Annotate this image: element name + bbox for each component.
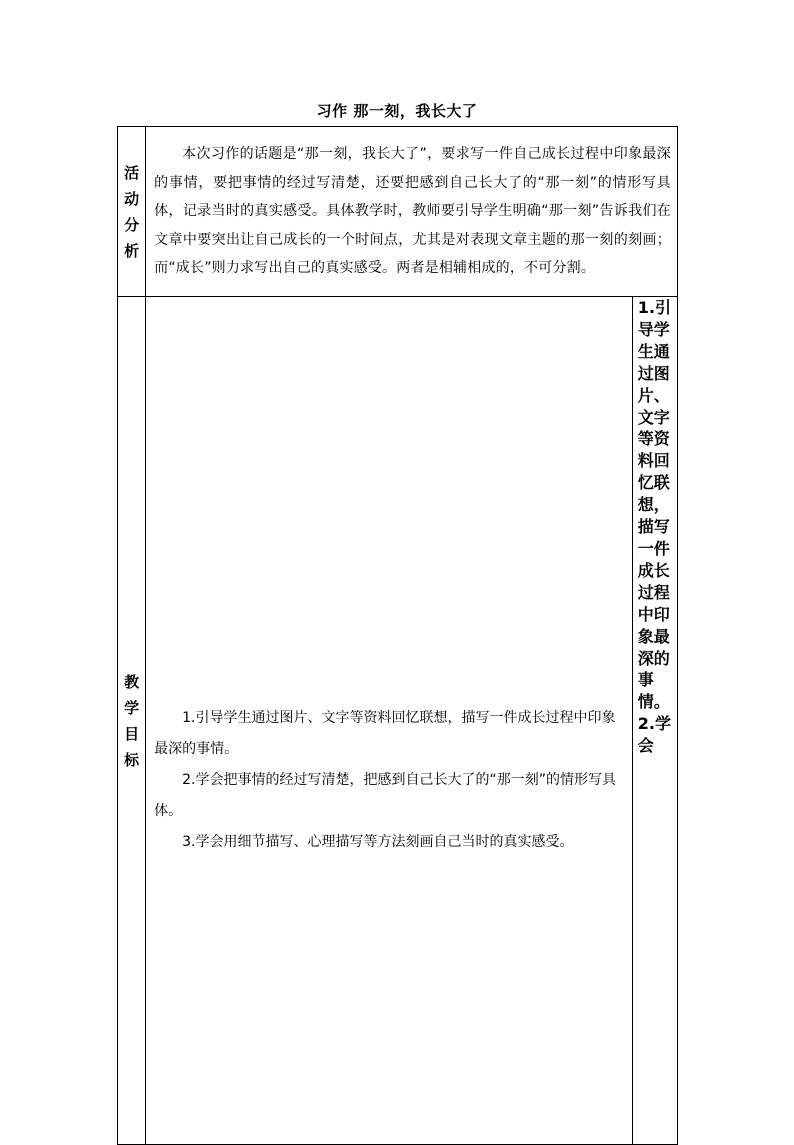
goals-list <box>146 297 633 1145</box>
lesson-plan-table <box>117 126 678 1145</box>
goal-item: 3.学会用细节描写、心理描写等方法刻画自己当时的真实感受。 <box>182 834 574 850</box>
document-title: 习作 那一刻，我长大了 <box>316 102 478 120</box>
goals-side-text: 1.引导学生通过图片、文字等资料回忆联想，描写一件成长过程中印象最深的事情。2.学会 <box>637 298 671 756</box>
goals-label-char: 目 <box>124 724 140 743</box>
goal-item: 2.学会把事情的经过写清楚，把感到自己长大了的“那一刻”的情形写具体。 <box>154 772 617 819</box>
analysis-label <box>118 127 146 297</box>
goals-side-column <box>632 297 677 1145</box>
analysis-label-char: 活 <box>124 163 140 182</box>
goals-label-char: 学 <box>124 698 140 717</box>
analysis-label-char: 分 <box>124 215 140 234</box>
goals-row <box>118 297 678 1145</box>
goals-label-char: 教 <box>124 672 140 691</box>
goals-label-char: 标 <box>124 750 140 769</box>
analysis-label-char: 动 <box>124 189 140 208</box>
goal-item: 1.引导学生通过图片、文字等资料回忆联想，描写一件成长过程中印象最深的事情。 <box>154 710 616 757</box>
analysis-label-char: 析 <box>124 241 140 260</box>
analysis-row <box>118 127 678 297</box>
analysis-text: 本次习作的话题是“那一刻，我长大了”，要求写一件自己成长过程中印象最深的事情，要把事情的经过写清楚，还要把感到自己长大了的“那一刻”的情形写具体，记录当时的真实感受。具体教学时，教师要引导学生明确“那一刻”告诉我们在文章中要突出让自己成长的一个时间点，尤其是对表现文章主题的那一刻的刻画；而“成长”则力求写出自己的真实感受。两者是相辅相成的，不可分割。 <box>146 127 678 297</box>
goals-label <box>118 297 146 1145</box>
